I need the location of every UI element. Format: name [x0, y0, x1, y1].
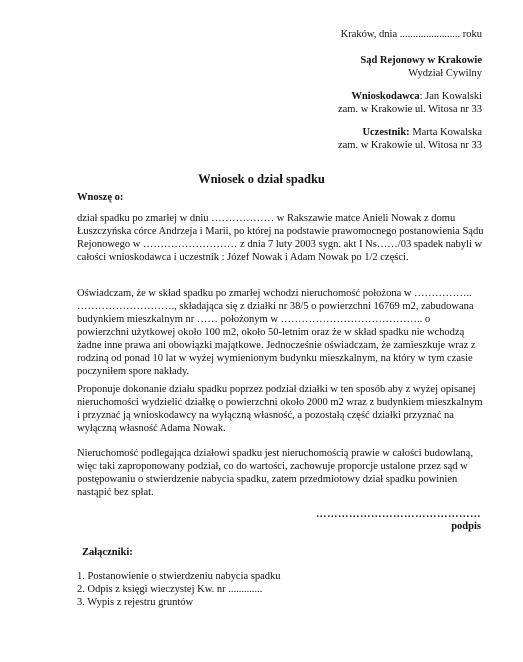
place-date: Kraków, dnia ....................... roku — [340, 29, 482, 40]
request-label-text: Wnoszę o: — [77, 192, 124, 203]
participant-line — [362, 126, 482, 139]
paragraph-line: dział spadku po zmarłej w dniu ……………… w Rakszawie matce Anieli Nowak z domu — [77, 213, 456, 224]
paragraph-line: całości wnioskodawca i uczestnik : Józef Nowak i Adam Nowak po 1/2 części. — [77, 252, 409, 263]
paragraph-line: żadne inne prawa ani obowiązki majątkowe. Jednocześnie oświadczam, że zamieszkuje wraz z — [77, 340, 476, 351]
attachment-item: 1. Postanowienie o stwierdzeniu nabycia spadku — [77, 571, 281, 582]
participant-name: Marta Kowalska — [409, 127, 482, 138]
paragraph-line: rodziną od ponad 10 lat w wyżej wymienionym budynku mieszkalnym, na który w tym czasie — [77, 353, 473, 364]
request-label — [77, 191, 123, 204]
attachments-list — [77, 570, 281, 609]
participant-label: Uczestnik: — [362, 127, 410, 138]
paragraph-line: ………………………., składająca się z działki nr 38/5 o powierzchni 16769 m2, zabudowana — [77, 301, 474, 312]
signature-line: ……………………………………… — [316, 509, 481, 520]
paragraph-line: Łuszczyńska córce Andrzeja i Marii, po której na podstawie prawomocnego postanowienia Sądu — [77, 226, 484, 237]
paragraph-justification — [77, 447, 493, 499]
applicant-line — [351, 90, 482, 103]
attachments-title: Załączniki: — [82, 547, 133, 558]
court-division: Wydział Cywilny — [408, 68, 482, 79]
paragraph-proposal — [77, 383, 493, 435]
paragraph-line: poczyniłem spore nakłady. — [77, 366, 190, 377]
applicant-label: Wnioskodawca — [351, 91, 420, 102]
document-title: Wniosek o dział spadku — [198, 172, 325, 186]
paragraph-declaration — [77, 287, 493, 378]
paragraph-inheritance — [77, 212, 493, 264]
paragraph-line: postępowaniu o stwierdzenie nabycia spadku, zatem przedmiotowy dział spadku powinien — [77, 474, 458, 485]
paragraph-line: Oświadczam, że w skład spadku po zmarłej wchodzi nieruchomość położona w …………….. — [77, 288, 472, 299]
paragraph-line: nieruchomości wydzielić działkę o powierzchni około 2000 m2 wraz z budynkiem mieszkalnym — [77, 397, 483, 408]
applicant-name: : Jan Kowalski — [419, 91, 482, 102]
paragraph-line: Nieruchomość podlegająca działowi spadku jest nieruchomością prawie w całości budowlaną, — [77, 448, 473, 459]
paragraph-line: powierzchni użytkowej około 100 m2, około 50-letnim oraz że w skład spadku nie wchodzą — [77, 327, 465, 338]
paragraph-line: Proponuje dokonanie działu spadku poprzez podział działki w ten sposób aby z wyżej opisanej — [77, 384, 476, 395]
court-name — [360, 54, 482, 67]
signature-label: podpis — [451, 521, 481, 532]
applicant-address: zam. w Krakowie ul. Witosa nr 33 — [337, 104, 482, 115]
paragraph-line: i przyznać ją wnioskodawcy na wyłączną własność, a pozostałą część działki przyznać na — [77, 410, 454, 421]
paragraph-line: więc taki zaproponowany podział, co do wartości, zachowuje proporcje ustalone przez sąd w — [77, 461, 468, 472]
paragraph-line: wyłączną własność Adama Nowak. — [77, 423, 226, 434]
court-name-text: Sąd Rejonowy w Krakowie — [360, 55, 482, 66]
paragraph-line: nastąpić bez spłat. — [77, 487, 154, 498]
attachment-item: 3. Wypis z rejestru gruntów — [77, 597, 194, 608]
participant-address: zam. w Krakowie ul. Witosa nr 33 — [337, 140, 482, 151]
paragraph-line: budynkiem mieszkalnym nr …… położonym w ………………………………….. o — [77, 314, 431, 325]
paragraph-line: Rejonowego w ……………………… z dnia 7 luty 2003 sygn. akt I Ns……/03 spadek nabyli w — [77, 239, 483, 250]
attachment-item: 2. Odpis z księgi wieczystej Kw. nr ............. — [77, 584, 263, 595]
